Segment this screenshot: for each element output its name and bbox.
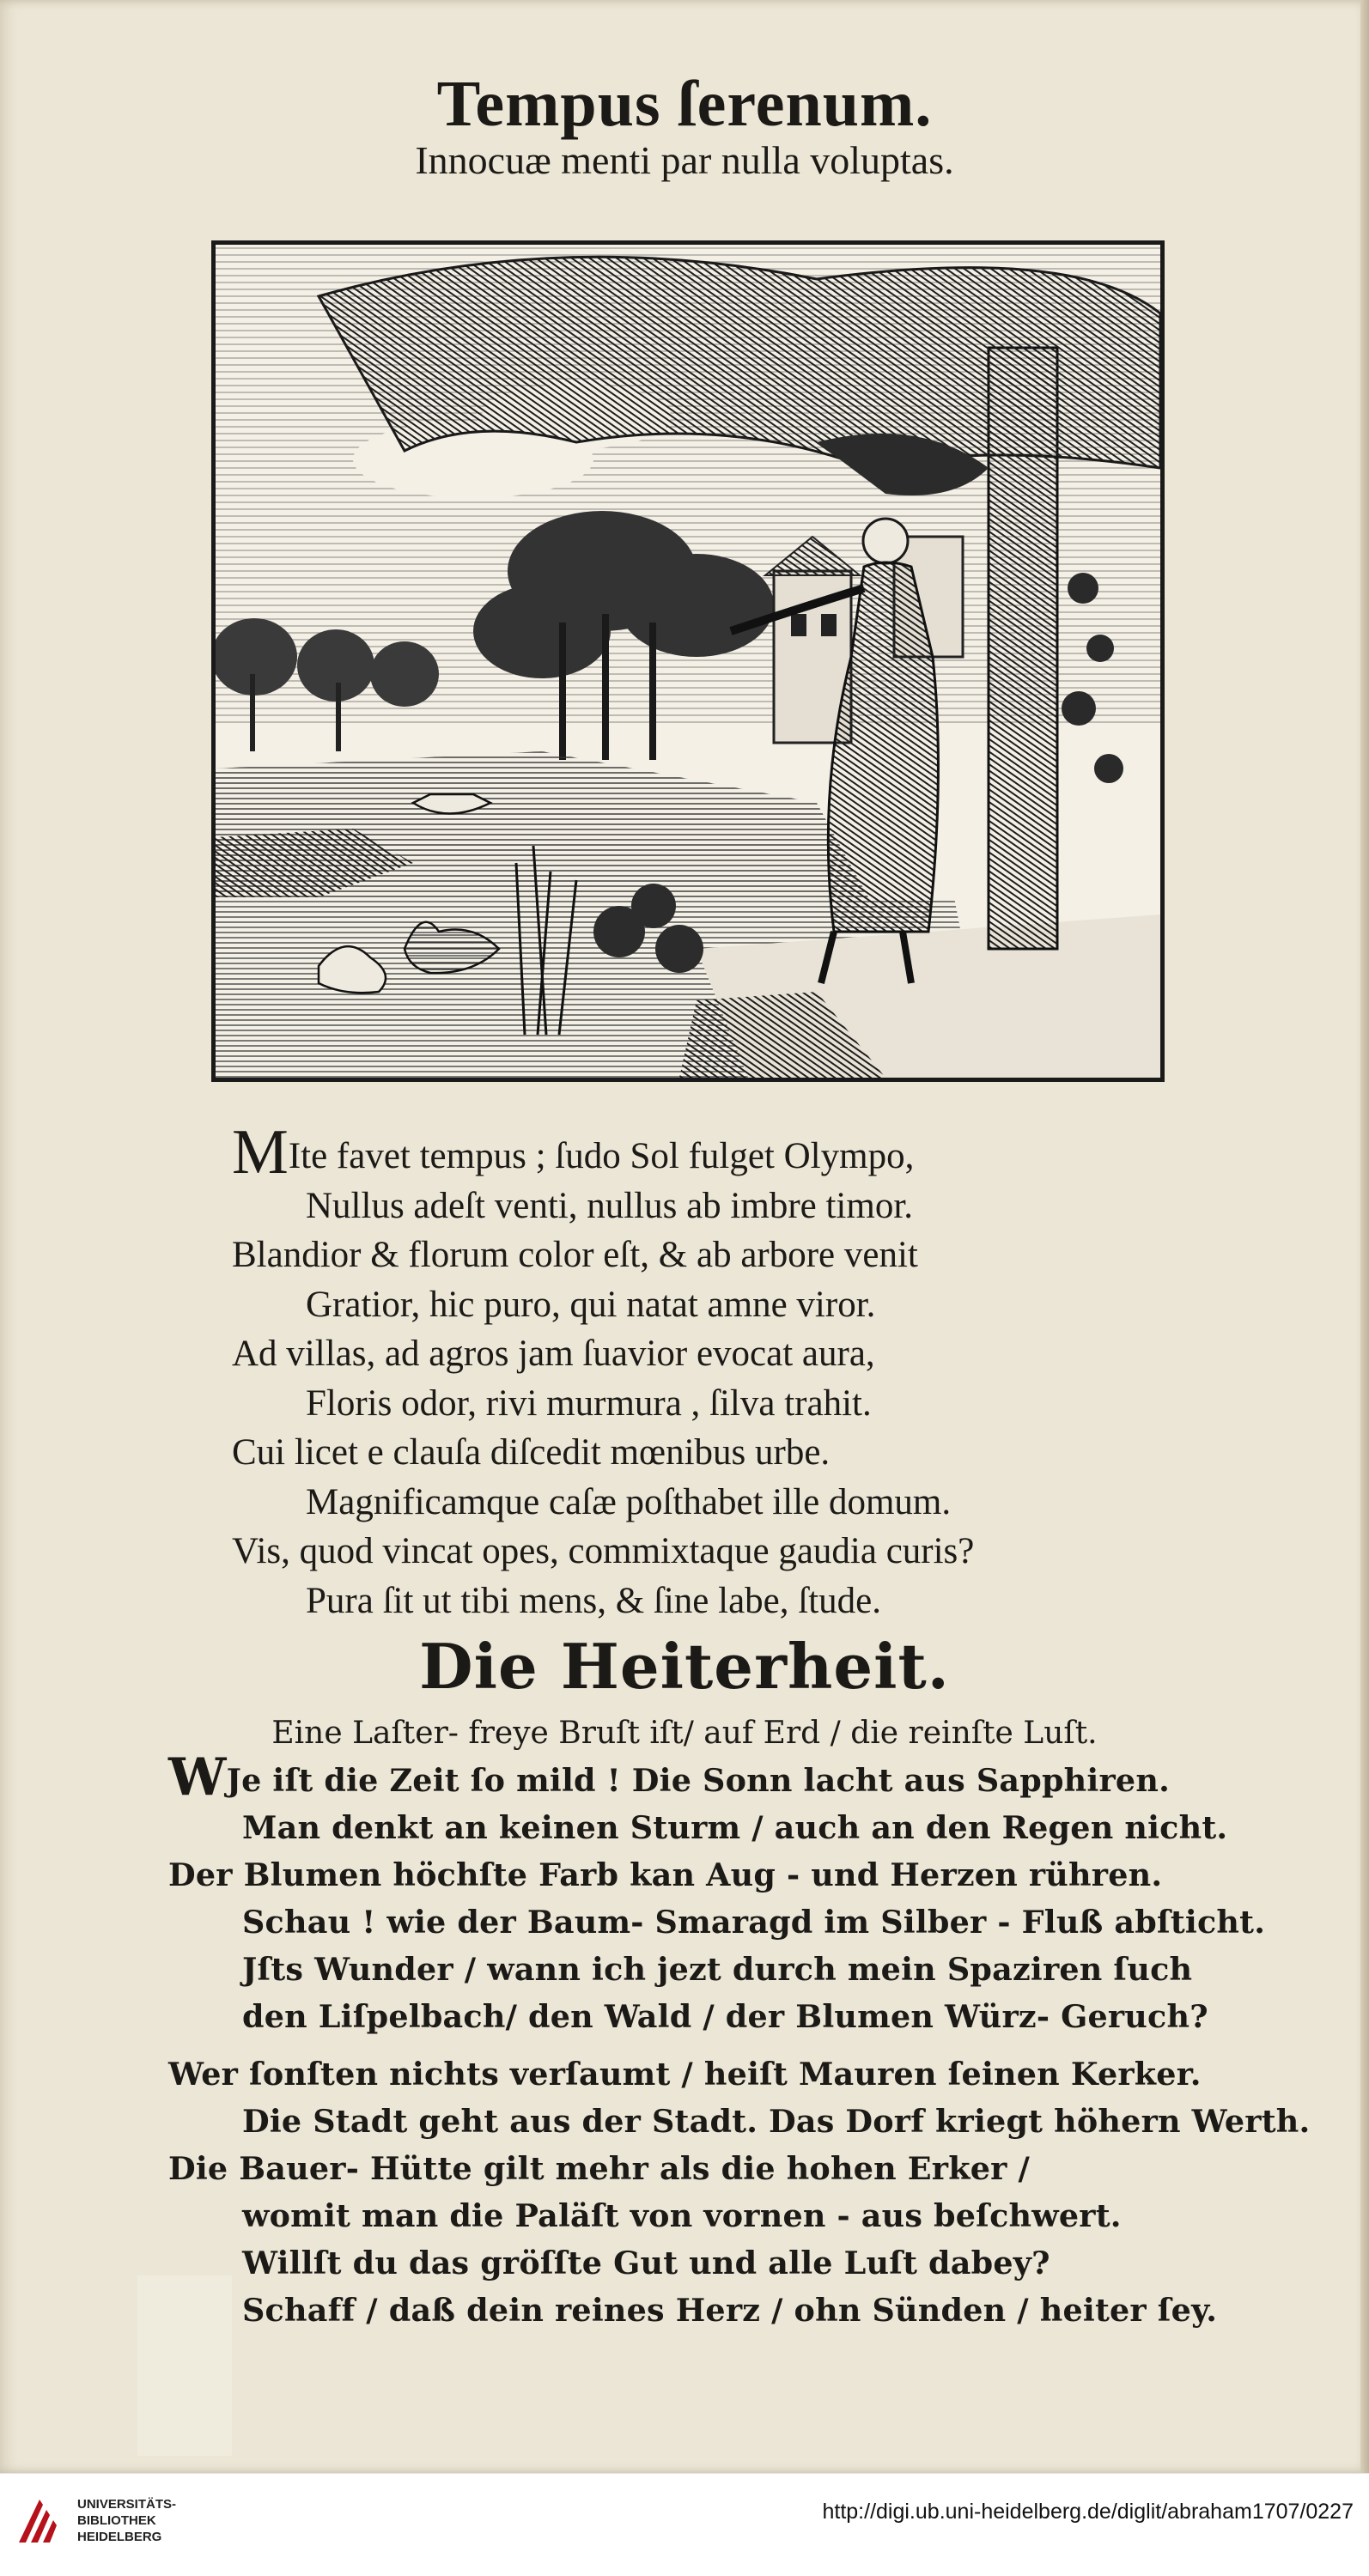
german-line: den Liſpelbach/ den Wald / der Blumen Würz- Geruch? [242, 1998, 1208, 2035]
library-logo-icon [14, 2493, 69, 2548]
viewer-footer [0, 2473, 1369, 2576]
german-line: Willſt du das gröſſte Gut und alle Luſt dabey? [242, 2245, 1050, 2281]
latin-line: Nullus adeſt venti, nullus ab imbre timor. [306, 1185, 914, 1226]
library-logo[interactable] [14, 2493, 176, 2548]
latin-line: Vis, quod vincat opes, commixtaque gaudia curis? [232, 1531, 975, 1571]
german-line: Man denkt an keinen Sturm / auch an den Regen nicht. [242, 1809, 1228, 1846]
german-line: Die Stadt geht aus der Stadt. Das Dorf kriegt höhern Werth. [242, 2103, 1311, 2140]
stanza-gap [168, 2040, 1285, 2050]
german-line: Der Blumen höchſte Farb kan Aug - und Herzen rühren. [168, 1856, 1163, 1893]
latin-line: MIte favet tempus ; ſudo Sol fulget Olympo, [232, 1117, 915, 1188]
page-subtitle: Innocuæ menti par nulla voluptas. [415, 138, 954, 182]
latin-poem [232, 1117, 1177, 1625]
german-title: Die Heiterheit. [419, 1630, 950, 1703]
german-line: womit man die Paläſt von vornen - aus beſchwert. [242, 2197, 1122, 2234]
latin-dropcap: M [232, 1117, 289, 1188]
latin-line: Gratior, hic puro, qui natat amne viror. [306, 1284, 876, 1325]
german-dropcap: W [168, 1747, 227, 1807]
german-line: WJe iſt die Zeit ſo mild ! Die Sonn lacht aus Sapphiren. [168, 1747, 1170, 1807]
permalink-url[interactable]: http://digi.ub.uni-heidelberg.de/diglit/abraham1707/0227 [822, 2500, 1354, 2524]
latin-line: Floris odor, rivi murmura , ſilva trahit. [306, 1382, 872, 1424]
latin-line: Ad villas, ad agros jam ſuavior evocat aura, [232, 1334, 875, 1374]
engraving-illustration [211, 240, 1165, 1082]
german-line: Schaff / daß dein reines Herz / ohn Sünden / heiter ſey. [242, 2292, 1218, 2329]
german-line: Wer ſonſten nichts verſaumt / heiſt Mauren ſeinen Kerker. [168, 2056, 1202, 2093]
latin-line: Cui licet e clauſa diſcedit mœnibus urbe. [232, 1432, 831, 1473]
german-line: Schau ! wie der Baum- Smaragd im Silber - Fluß abſticht. [242, 1904, 1266, 1941]
latin-line: Blandior & florum color eſt, & ab arbore venit [232, 1235, 918, 1275]
german-line: Jſts Wunder / wann ich jezt durch mein Spaziren ſuch [242, 1951, 1193, 1988]
german-line: Die Bauer- Hütte gilt mehr als die hohen Erker / [168, 2150, 1031, 2187]
latin-line: Pura ſit ut tibi mens, & ſine labe, ſtude. [306, 1580, 881, 1621]
library-logo-text: UNIVERSITÄTS- BIBLIOTHEK HEIDELBERG [77, 2496, 177, 2544]
page-title: Tempus ſerenum. [436, 68, 933, 140]
german-subtitle: Eine Laſter- freye Bruſt iſt/ auf Erd / die reinſte Luſt. [271, 1716, 1098, 1751]
latin-line: Magnificamque caſæ poſthabet ille domum. [306, 1481, 952, 1522]
page-edge [1360, 0, 1369, 2473]
german-poem [168, 1747, 1311, 2334]
